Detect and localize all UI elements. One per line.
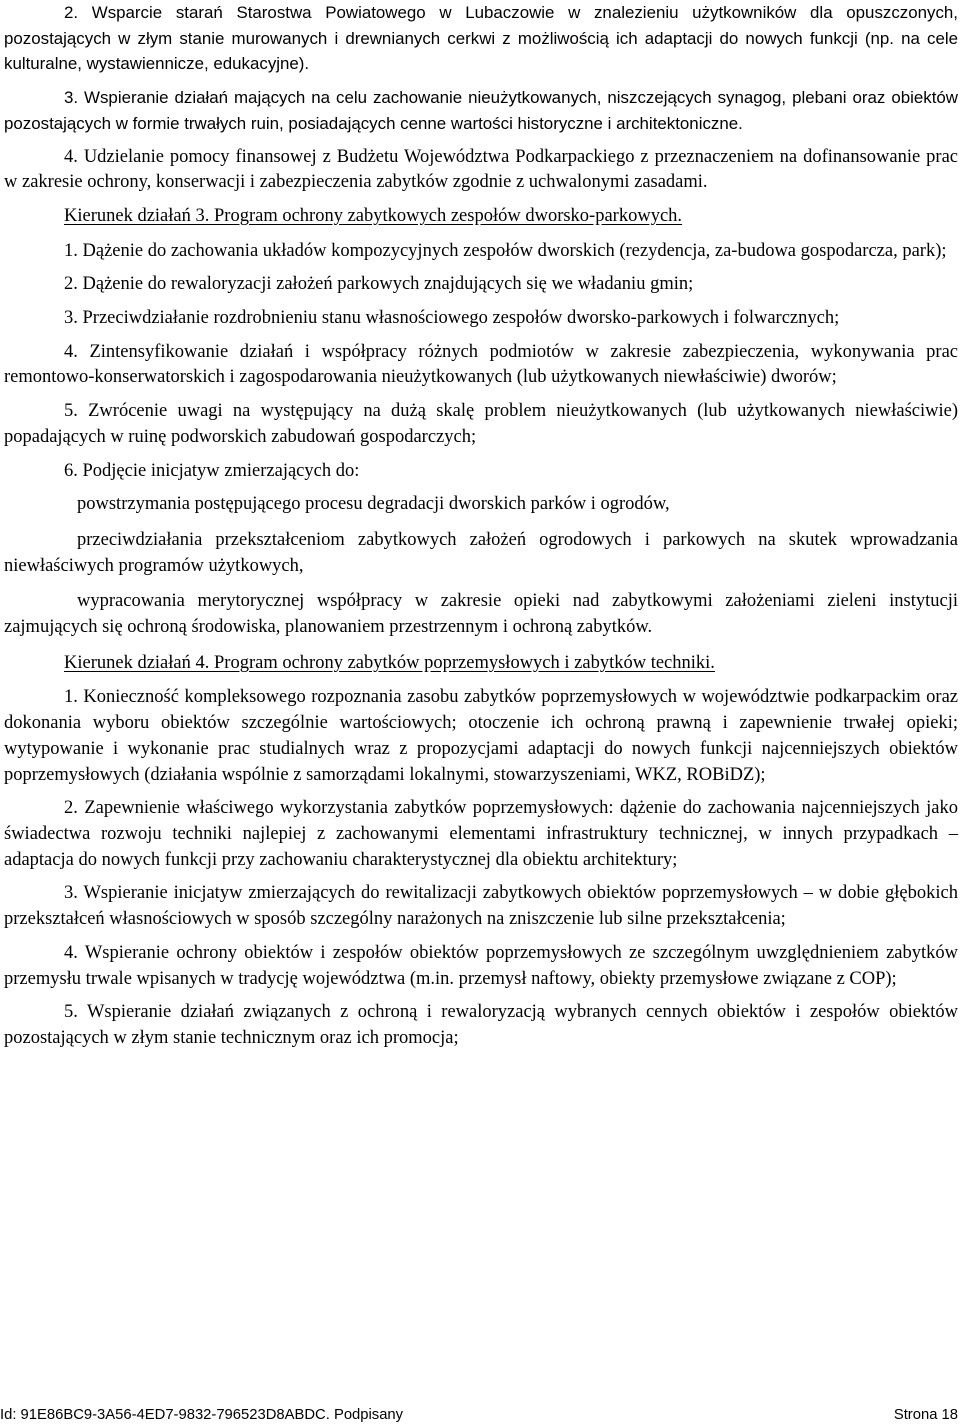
document-page [4,0,958,1060]
section-4-item: 3. Wspieranie inicjatyw zmierzających do rewitalizacji zabytkowych obiektów poprzemysłowych – w dobie głębokich przekształceń własnościowych w sposób szczególny narażonych na zniszczenie lub silne przekształcenia; [4,883,958,930]
section-3-item: 5. Zwrócenie uwagi na występujący na dużą skalę problem nieużytkowanych (lub użytkowanych niewłaściwie) popadających w ruinę podworskich zabudowań gospodarczych; [4,401,958,447]
section-3-subitem: przeciwdziałania przekształceniom zabytkowych założeń ogrodowych i parkowych na skutek wprowadzania niewłaściwych programów użytkowych, [4,529,958,576]
section-4-item: 4. Wspieranie ochrony obiektów i zespołów obiektów poprzemysłowych ze szczególnym uwzględnieniem zabytków przemysłu trwale wpisanych w tradycję województwa (m.in. przemysł naftowy, obiekty przemysłowe związane z COP); [4,942,958,989]
section-4-item: 5. Wspieranie działań związanych z ochroną i rewaloryzacją wybranych cennych obiektów i zespołów obiektów pozostających w złym stanie technicznym oraz ich promocja; [4,1002,958,1048]
section-4-item: 2. Zapewnienie właściwego wykorzystania zabytków poprzemysłowych: dążenie do zachowania najcenniejszych jako świadectwa rozwoju techniki najlepiej z zachowanymi elementami infrastruktury technicznej, w innych przypadkach – adaptacja do nowych funkcji przy zachowaniu charakterystycznej dla obiektu architektury; [4,798,958,870]
section-3-item: 4. Zintensyfikowanie działań i współpracy różnych podmiotów w zakresie zabezpieczenia, wykonywania prac remontowo-konserwatorskich i zagospodarowania nieużytkowanych (lub użytkowanych niewłaściwie) dworów; [4,341,958,388]
section-4-heading [4,651,958,677]
section-3-subitem: powstrzymania postępującego procesu degradacji dworskich parków i ogrodów, [77,494,670,515]
paragraph-4: 4. Udzielanie pomocy finansowej z Budżetu Województwa Podkarpackiego z przeznaczeniem na dofinansowanie prac w zakresie ochrony, konserwacji i zabezpieczenia zabytków zgodnie z uchwalonymi zasadami. [4,146,958,193]
page-number: Strona 18 [893,1407,958,1423]
section-3-item: 2. Dążenie do rewaloryzacji założeń parkowych znajdujących się we władaniu gmin; [64,274,694,295]
section-4-heading-text: Kierunek działań 4. Program ochrony zabytków poprzemysłowych i zabytków techniki. [64,652,715,673]
document-id: Id: 91E86BC9-3A56-4ED7-9832-796523D8ABDC. Podpisany [0,1407,404,1423]
section-3-heading [4,204,958,230]
section-3-heading-text: Kierunek działań 3. Program ochrony zabytkowych zespołów dworsko-parkowych. [64,205,683,226]
section-3-item: 6. Podjęcie inicjatyw zmierzających do: [64,460,360,481]
section-3-subitem: wypracowania merytorycznej współpracy w zakresie opieki nad zabytkowymi założeniami zieleni instytucji zajmujących się ochroną środowiska, planowaniem przestrzennym i ochroną zabytków. [4,591,958,638]
section-4-item: 1. Konieczność kompleksowego rozpoznania zasobu zabytków poprzemysłowych w województwie podkarpackim oraz dokonania wyboru obiektów szczególnie wartościowych; otoczenie ich ochroną prawną i zapewnienie trwałej opieki; wytypowanie i wykonanie prac studialnych wraz z propozycjami adaptacji do nowych funkcji najcenniejszych obiektów poprzemysłowych (działania wspólnie z samorządami lokalnymi, stowarzyszeniami, WKZ, ROBiDZ); [4,687,958,785]
paragraph-2: 2. Wsparcie starań Starostwa Powiatowego w Lubaczowie w znalezieniu użytkowników dla opuszczonych, pozostających w złym stanie murowanych i drewnianych cerkwi z możliwością ich adaptacji do nowych funkcji (np. na cele kulturalne, wystawiennicze, edukacyjne). [4,3,958,74]
paragraph-3: 3. Wspieranie działań mających na celu zachowanie nieużytkowanych, niszczejących synagog, plebani oraz obiektów pozostających w formie trwałych ruin, posiadających cenne wartości historyczne i architektoniczne. [4,88,958,133]
section-3-item: 1. Dążenie do zachowania układów kompozycyjnych zespołów dworskich (rezydencja, za-budowa gospodarcza, park); [64,240,947,261]
section-3-item: 3. Przeciwdziałanie rozdrobnieniu stanu własnościowego zespołów dworsko-parkowych i folwarcznych; [64,308,840,329]
